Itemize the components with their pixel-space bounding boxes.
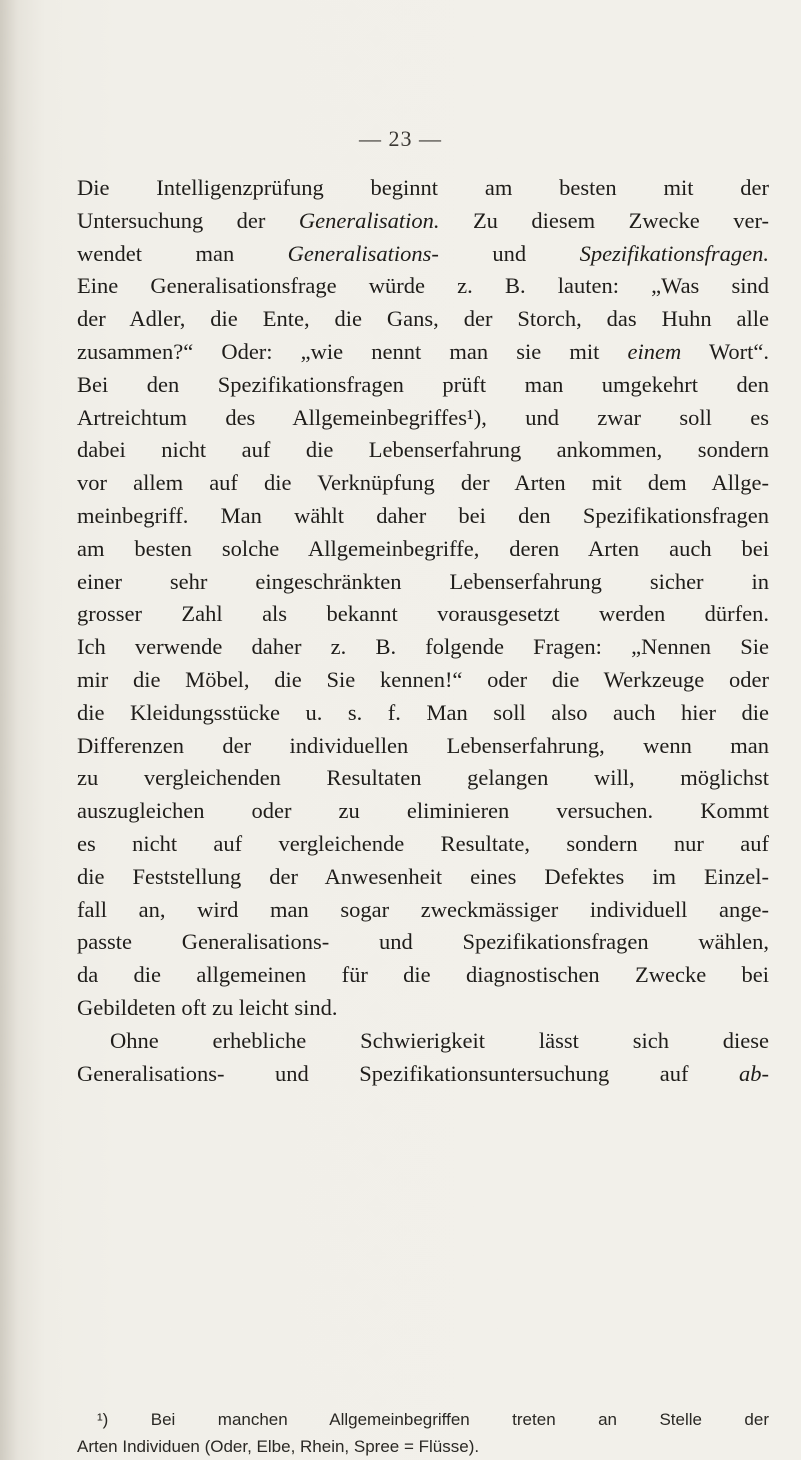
text-line: Artreichtum des Allgemeinbegriffes¹), und zwar soll es bbox=[77, 404, 769, 430]
text-line: mir die Möbel, die Sie kennen!“ oder die Werkzeuge oder bbox=[77, 666, 769, 692]
footnote-line: Arten Individuen (Oder, Elbe, Rhein, Spree = Flüsse). bbox=[77, 1437, 480, 1456]
text-line: einer sehr eingeschränkten Lebenserfahrung sicher in bbox=[77, 568, 769, 594]
text-line: meinbegriff. Man wählt daher bei den Spezifikationsfragen bbox=[77, 502, 769, 528]
text-line: zu vergleichenden Resultaten gelangen will, möglichst bbox=[77, 765, 769, 791]
text-line: die Kleidungsstücke u. s. f. Man soll also auch hier die bbox=[77, 699, 769, 725]
text-line: der Adler, die Ente, die Gans, der Storch, das Huhn alle bbox=[77, 306, 769, 332]
text-line: dabei nicht auf die Lebenserfahrung ankommen, sondern bbox=[77, 437, 769, 463]
text-line: passte Generalisations- und Spezifikationsfragen wählen, bbox=[77, 929, 769, 955]
text-line: die Feststellung der Anwesenheit eines Defektes im Einzel- bbox=[77, 863, 769, 889]
text-line: Die Intelligenzprüfung beginnt am besten mit der bbox=[77, 175, 769, 200]
footnote bbox=[77, 1406, 769, 1460]
text-line: fall an, wird man sogar zweckmässiger individuell ange- bbox=[77, 896, 769, 922]
text-line: es nicht auf vergleichende Resultate, sondern nur auf bbox=[77, 830, 769, 856]
text-line: vor allem auf die Verknüpfung der Arten mit dem Allge- bbox=[77, 470, 769, 496]
text-line: Generalisations- und Spezifikationsuntersuchung auf ab- bbox=[77, 1060, 769, 1086]
text-line: wendet man Generalisations- und Spezifikationsfragen. bbox=[77, 240, 769, 266]
text-line: Differenzen der individuellen Lebenserfahrung, wenn man bbox=[77, 732, 769, 758]
page-number: — 23 — bbox=[359, 126, 442, 151]
text-line: am besten solche Allgemeinbegriffe, deren Arten auch bei bbox=[77, 535, 769, 561]
text-line: Ich verwende daher z. B. folgende Fragen: „Nennen Sie bbox=[77, 634, 769, 660]
text-line: zusammen?“ Oder: „wie nennt man sie mit einem Wort“. bbox=[77, 338, 769, 364]
text-line: Gebildeten oft zu leicht sind. bbox=[77, 994, 338, 1020]
text-line: auszugleichen oder zu eliminieren versuchen. Kommt bbox=[77, 798, 769, 824]
text-line: grosser Zahl als bekannt vorausgesetzt werden dürfen. bbox=[77, 601, 769, 627]
text-line: Untersuchung der Generalisation. Zu diesem Zwecke ver- bbox=[77, 207, 769, 233]
text-line: Bei den Spezifikationsfragen prüft man umgekehrt den bbox=[77, 371, 769, 397]
body-text bbox=[77, 172, 769, 1090]
text-line: Ohne erhebliche Schwierigkeit lässt sich diese bbox=[110, 1027, 769, 1053]
footnote-line: ¹) Bei manchen Allgemeinbegriffen treten an Stelle der bbox=[97, 1410, 769, 1429]
text-line: Eine Generalisationsfrage würde z. B. lauten: „Was sind bbox=[77, 273, 769, 299]
text-line: da die allgemeinen für die diagnostischen Zwecke bei bbox=[77, 962, 769, 988]
